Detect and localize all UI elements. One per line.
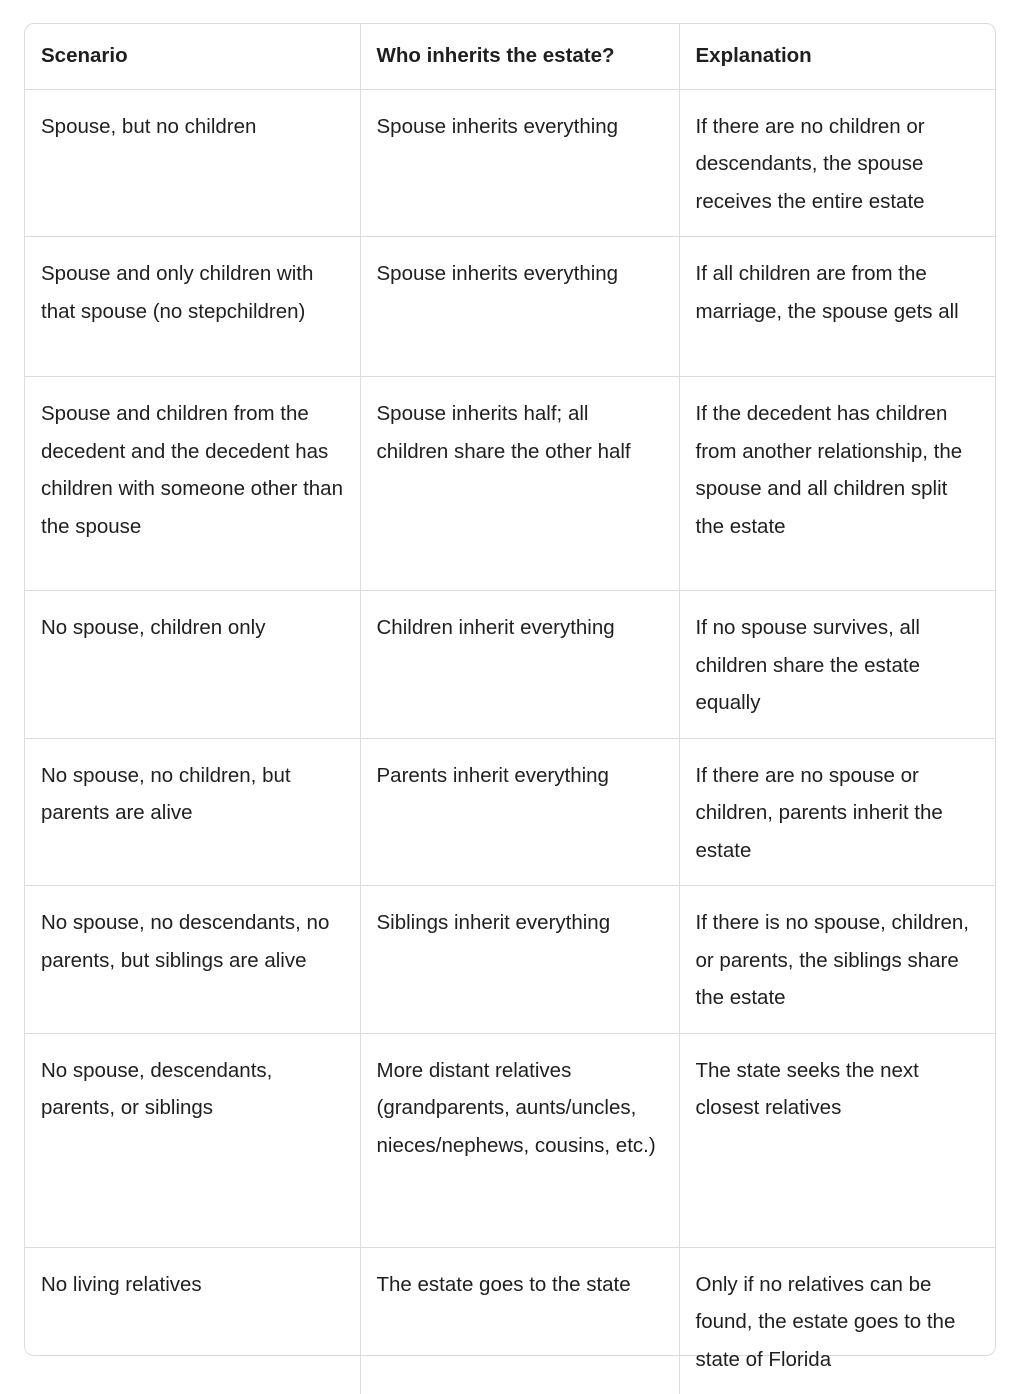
inheritance-table-container	[24, 23, 996, 1371]
table-header-row	[25, 24, 995, 89]
cell-who-inherits: The estate goes to the state	[360, 1247, 679, 1394]
cell-scenario: No spouse, descendants, parents, or siblings	[25, 1033, 360, 1247]
cell-explanation: If no spouse survives, all children share the estate equally	[679, 591, 995, 739]
cell-scenario: Spouse and only children with that spouse (no stepchildren)	[25, 237, 360, 377]
cell-explanation: The state seeks the next closest relatives	[679, 1033, 995, 1247]
cell-who-inherits: Spouse inherits half; all children share the other half	[360, 377, 679, 591]
inheritance-table	[25, 24, 995, 1394]
table-row	[25, 591, 995, 739]
header-explanation: Explanation	[679, 24, 995, 89]
table-row	[25, 89, 995, 237]
cell-who-inherits: Spouse inherits everything	[360, 237, 679, 377]
cell-explanation: If there is no spouse, children, or parents, the siblings share the estate	[679, 886, 995, 1034]
table-row	[25, 237, 995, 377]
table-row	[25, 1247, 995, 1394]
cell-scenario: No spouse, no children, but parents are alive	[25, 738, 360, 886]
cell-who-inherits: Parents inherit everything	[360, 738, 679, 886]
header-scenario: Scenario	[25, 24, 360, 89]
cell-who-inherits: Siblings inherit everything	[360, 886, 679, 1034]
cell-scenario: No living relatives	[25, 1247, 360, 1394]
cell-scenario: No spouse, children only	[25, 591, 360, 739]
cell-explanation: If there are no children or descendants, the spouse receives the entire estate	[679, 89, 995, 237]
cell-explanation: If all children are from the marriage, the spouse gets all	[679, 237, 995, 377]
header-who-inherits: Who inherits the estate?	[360, 24, 679, 89]
cell-explanation: Only if no relatives can be found, the estate goes to the state of Florida	[695, 1272, 956, 1371]
cell-who-inherits: Spouse inherits everything	[360, 89, 679, 237]
cell-scenario: Spouse and children from the decedent and the decedent has children with someone other than the spouse	[25, 377, 360, 591]
table-row	[25, 377, 995, 591]
cell-scenario: Spouse, but no children	[25, 89, 360, 237]
cell-who-inherits: More distant relatives (grandparents, aunts/uncles, nieces/nephews, cousins, etc.)	[360, 1033, 679, 1247]
cell-explanation: If there are no spouse or children, parents inherit the estate	[679, 738, 995, 886]
cell-explanation: If the decedent has children from another relationship, the spouse and all children split the estate	[679, 377, 995, 591]
table-row	[25, 738, 995, 886]
table-row	[25, 886, 995, 1034]
cell-scenario: No spouse, no descendants, no parents, but siblings are alive	[25, 886, 360, 1034]
cell-who-inherits: Children inherit everything	[360, 591, 679, 739]
table-row	[25, 1033, 995, 1247]
